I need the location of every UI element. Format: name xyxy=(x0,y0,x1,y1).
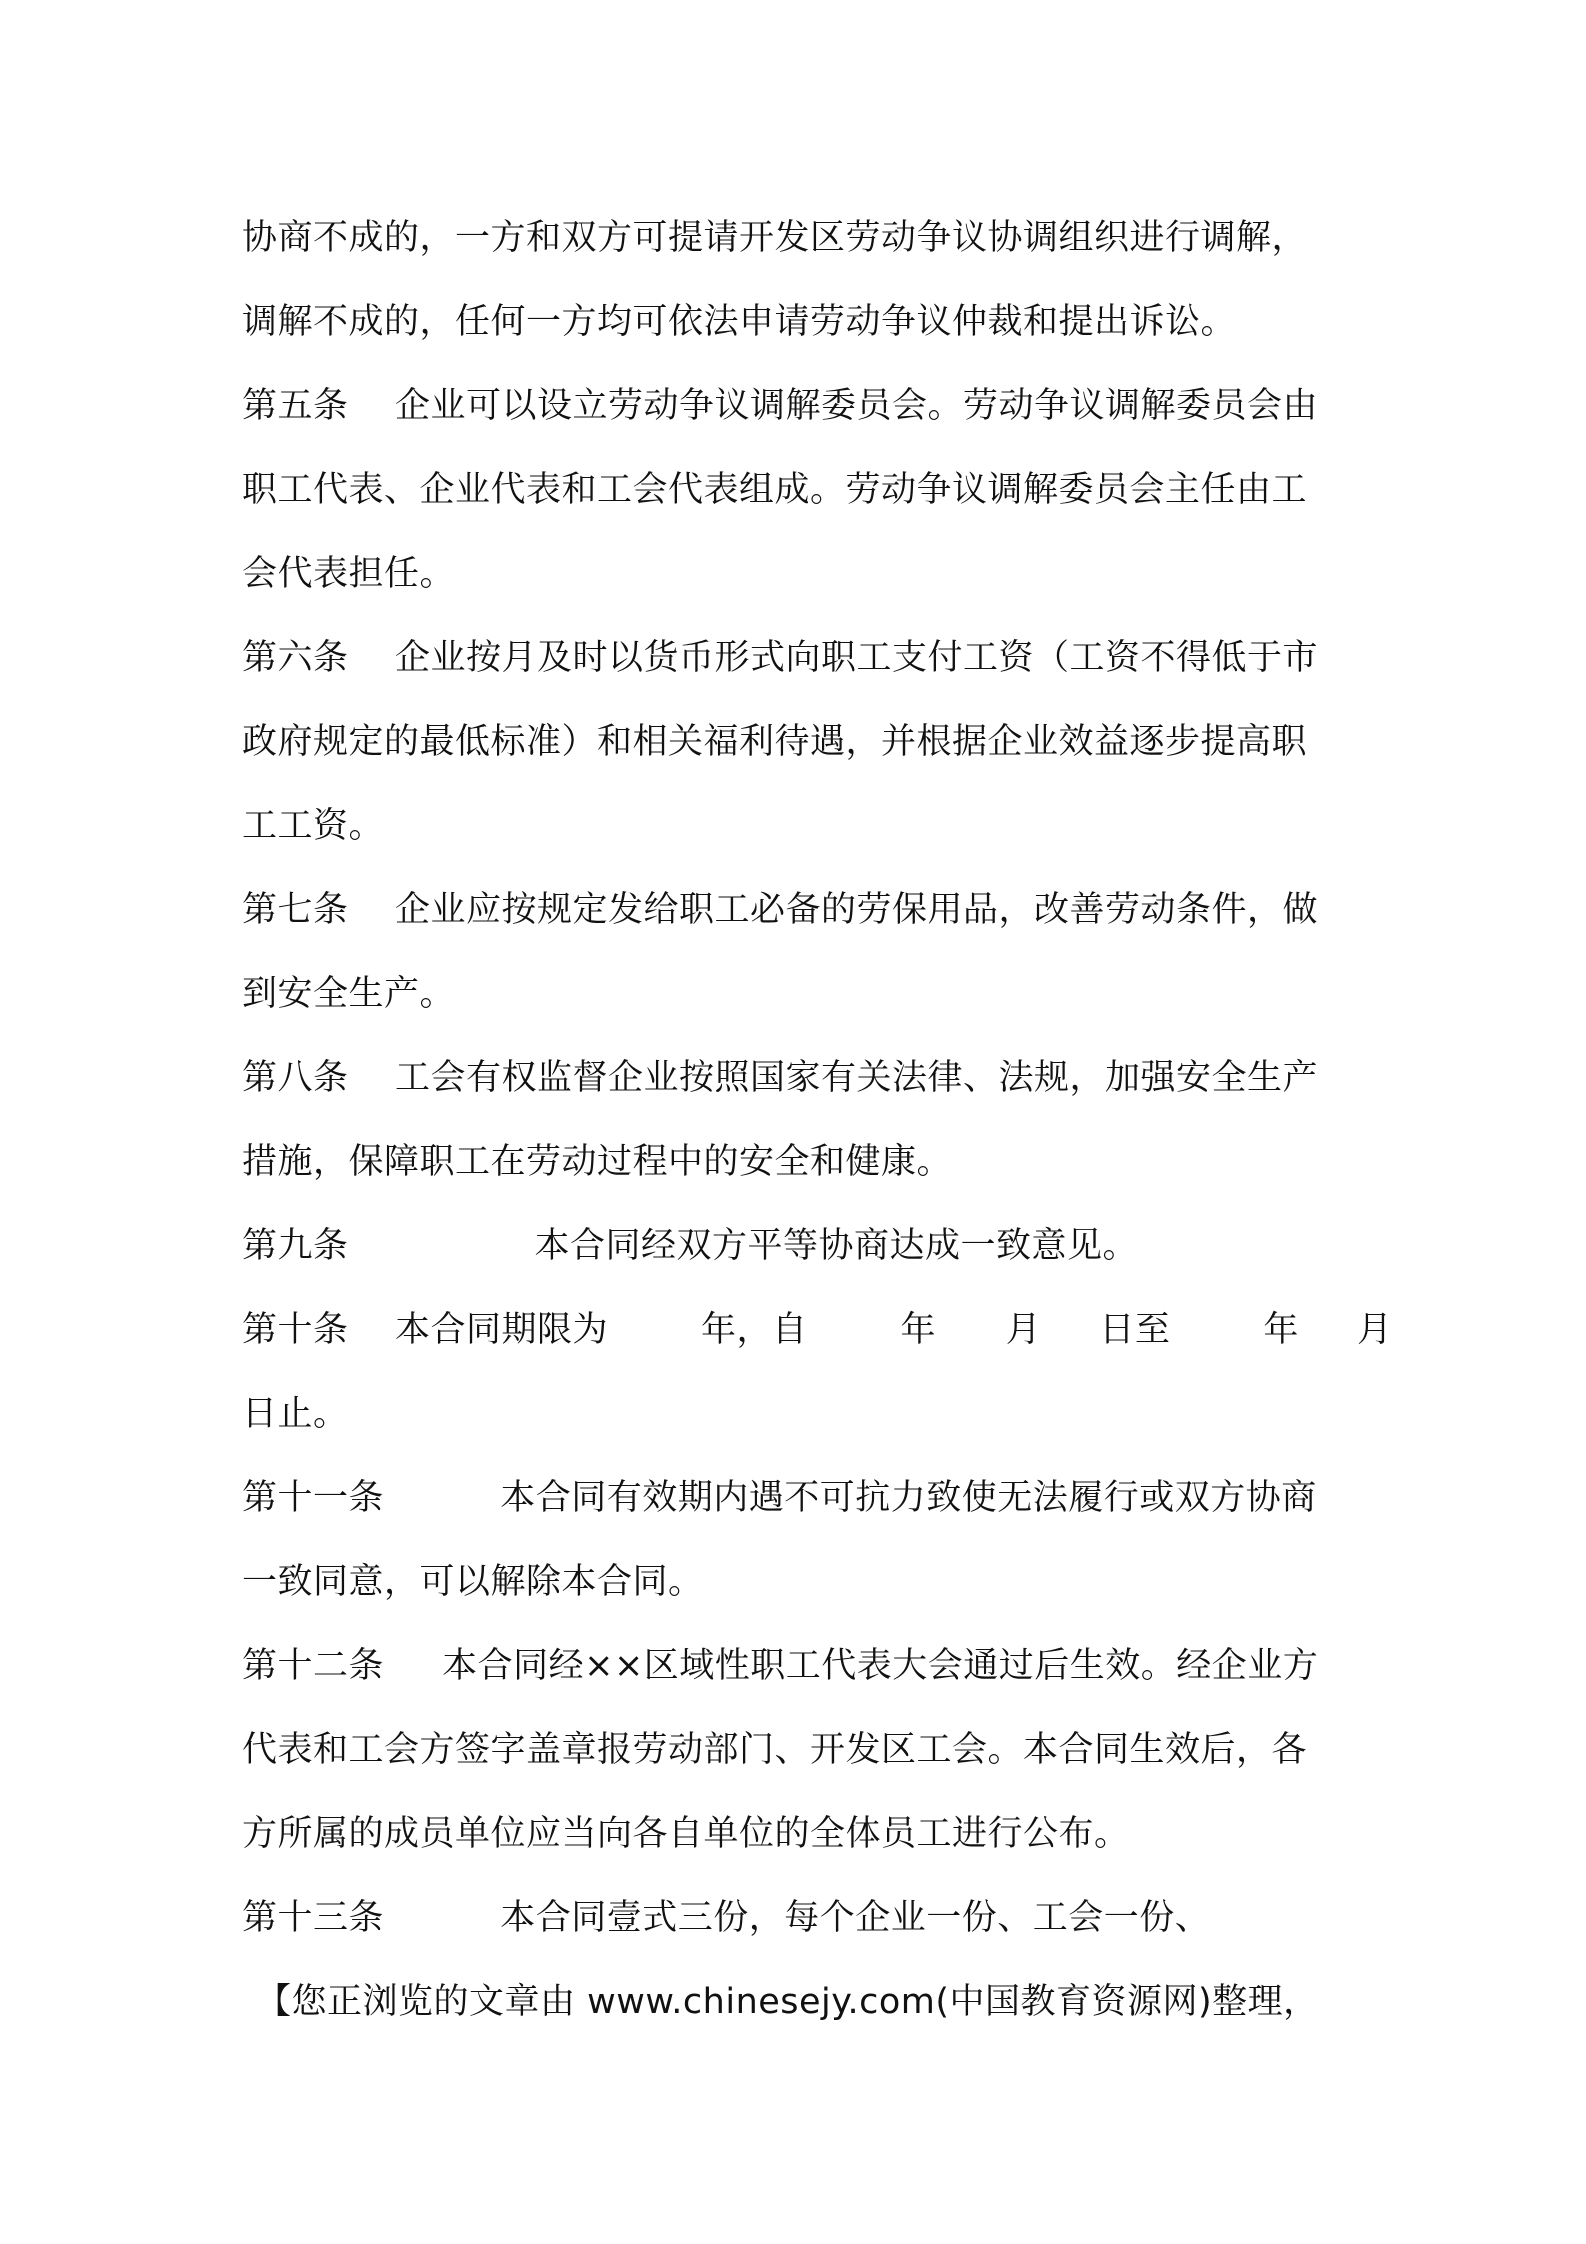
text-line: 工工资。 xyxy=(242,806,385,846)
article-11-line: 第十一条 本合同有效期内遇不可抗力致使无法履行或双方协商 xyxy=(242,1478,1317,1518)
text-line: 政府规定的最低标准）和相关福利待遇，并根据企业效益逐步提高职 xyxy=(242,722,1308,762)
text-line: 代表和工会方签字盖章报劳动部门、开发区工会。本合同生效后，各 xyxy=(242,1730,1308,1770)
article-9-line: 第九条 本合同经双方平等协商达成一致意见。 xyxy=(242,1226,1139,1266)
document-body xyxy=(242,196,1393,2044)
text-line: 调解不成的，任何一方均可依法申请劳动争议仲裁和提出诉讼。 xyxy=(242,302,1237,342)
text-line: 会代表担任。 xyxy=(242,554,456,594)
article-5-line: 第五条 企业可以设立劳动争议调解委员会。劳动争议调解委员会由 xyxy=(242,386,1319,426)
article-12-line: 第十二条 本合同经××区域性职工代表大会通过后生效。经企业方 xyxy=(242,1646,1319,1686)
source-footer: 【您正浏览的文章由 www.chinesejy.com(中国教育资源网)整理， xyxy=(256,1982,1319,2022)
text-line: 方所属的成员单位应当向各自单位的全体员工进行公布。 xyxy=(242,1814,1130,1854)
text-line: 一致同意，可以解除本合同。 xyxy=(242,1562,704,1602)
text-line: 到安全生产。 xyxy=(242,974,456,1014)
text-line: 措施，保障职工在劳动过程中的安全和健康。 xyxy=(242,1142,953,1182)
article-6-line: 第六条 企业按月及时以货币形式向职工支付工资（工资不得低于市 xyxy=(242,638,1319,678)
text-line: 职工代表、企业代表和工会代表组成。劳动争议调解委员会主任由工 xyxy=(242,470,1308,510)
article-13-line: 第十三条 本合同壹式三份，每个企业一份、工会一份、 xyxy=(242,1898,1211,1938)
text-line: 日止。 xyxy=(242,1394,349,1434)
article-10-line: 第十条 本合同期限为 年，自 年 月 日至 年 月 xyxy=(242,1310,1393,1350)
article-7-line: 第七条 企业应按规定发给职工必备的劳保用品，改善劳动条件，做 xyxy=(242,890,1319,930)
text-line: 协商不成的，一方和双方可提请开发区劳动争议协调组织进行调解， xyxy=(242,218,1308,258)
article-8-line: 第八条 工会有权监督企业按照国家有关法律、法规，加强安全生产 xyxy=(242,1058,1319,1098)
